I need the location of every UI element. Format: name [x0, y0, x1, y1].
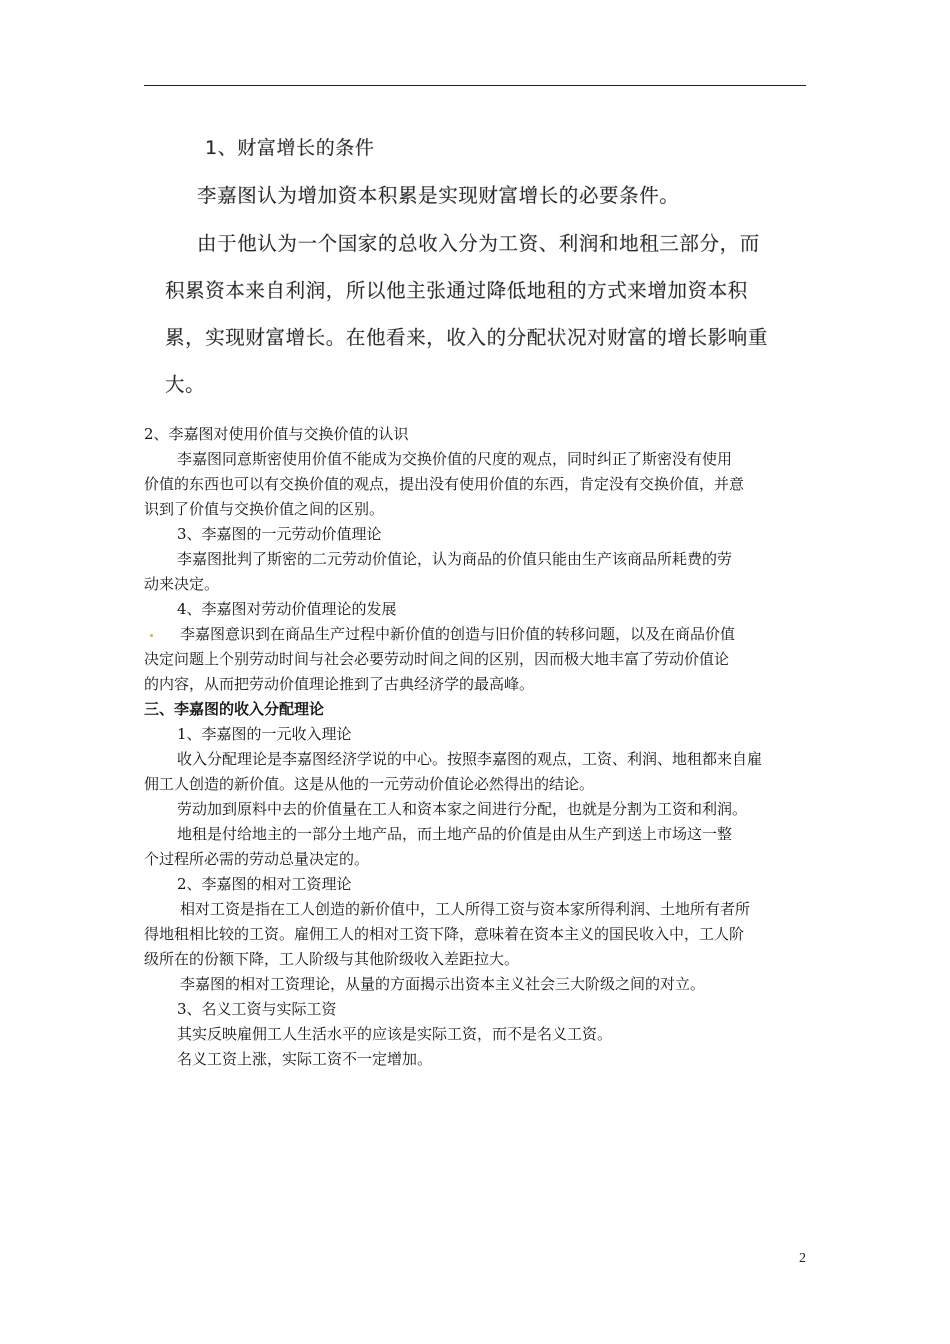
paragraph-line: 李嘉图批判了斯密的二元劳动价值论，认为商品的价值只能由生产该商品所耗费的劳 [177, 550, 733, 568]
chapter-heading: 三、李嘉图的收入分配理论 [144, 700, 325, 718]
paragraph-line: 佣工人创造的新价值。这是从他的一元劳动价值论必然得出的结论。 [144, 775, 595, 793]
embedded-line: 大。 [165, 373, 206, 396]
highlight-mark [150, 634, 153, 637]
paragraph-line: 个过程所必需的劳动总量决定的。 [144, 850, 370, 868]
embedded-heading: 1、财富增长的条件 [205, 137, 375, 159]
embedded-line: 累，实现财富增长。在他看来，收入的分配状况对财富的增长影响重 [165, 326, 769, 349]
embedded-line: 由于他认为一个国家的总收入分为工资、利润和地租三部分，而 [197, 232, 760, 255]
paragraph-line: 得地租相比较的工资。雇佣工人的相对工资下降，意味着在资本主义的国民收入中，工人阶 [144, 925, 745, 943]
section-heading: 3、名义工资与实际工资 [177, 1000, 337, 1018]
page-number: 2 [799, 1251, 806, 1266]
section-heading: 3、李嘉图的一元劳动价值理论 [177, 525, 382, 543]
paragraph-line: 李嘉图同意斯密使用价值不能成为交换价值的尺度的观点，同时纠正了斯密没有使用 [177, 450, 733, 468]
paragraph-line: 决定问题上个别劳动时间与社会必要劳动时间之间的区别，因而极大地丰富了劳动价值论 [144, 650, 730, 668]
paragraph-line: 相对工资是指在工人创造的新价值中，工人所得工资与资本家所得利润、土地所有者所 [180, 900, 751, 918]
embedded-line: 积累资本来自利润，所以他主张通过降低地租的方式来增加资本积 [165, 279, 748, 302]
paragraph-line: 价值的东西也可以有交换价值的观点，提出没有使用价值的东西，肯定没有交换价值，并意 [144, 475, 745, 493]
paragraph-line: 动来决定。 [144, 575, 220, 593]
paragraph-line: 识到了价值与交换价值之间的区别。 [144, 500, 385, 518]
embedded-line: 李嘉图认为增加资本积累是实现财富增长的必要条件。 [197, 184, 680, 207]
section-heading: 4、李嘉图对劳动价值理论的发展 [177, 600, 397, 618]
section-heading: 1、李嘉图的一元收入理论 [177, 725, 352, 743]
paragraph-line: 级所在的份额下降，工人阶级与其他阶级收入差距拉大。 [144, 950, 520, 968]
section-heading: 2、李嘉图的相对工资理论 [177, 875, 352, 893]
section-heading: 2、李嘉图对使用价值与交换价值的认识 [144, 425, 409, 443]
header-rule [144, 85, 806, 86]
paragraph-line: 其实反映雇佣工人生活水平的应该是实际工资，而不是名义工资。 [177, 1025, 613, 1043]
paragraph-line: 的内容，从而把劳动价值理论推到了古典经济学的最高峰。 [144, 675, 535, 693]
paragraph-line: 李嘉图的相对工资理论，从量的方面揭示出资本主义社会三大阶级之间的对立。 [180, 975, 706, 993]
paragraph-line: 收入分配理论是李嘉图经济学说的中心。按照李嘉图的观点，工资、利润、地租都来自雇 [177, 750, 763, 768]
paragraph-line: 名义工资上涨，实际工资不一定增加。 [177, 1050, 433, 1068]
paragraph-line: 李嘉图意识到在商品生产过程中新价值的创造与旧价值的转移问题，以及在商品价值 [180, 625, 736, 643]
paragraph-line: 劳动加到原料中去的价值量在工人和资本家之间进行分配，也就是分割为工资和利润。 [177, 800, 748, 818]
paragraph-line: 地租是付给地主的一部分土地产品，而土地产品的价值是由从生产到送上市场这一整 [177, 825, 733, 843]
